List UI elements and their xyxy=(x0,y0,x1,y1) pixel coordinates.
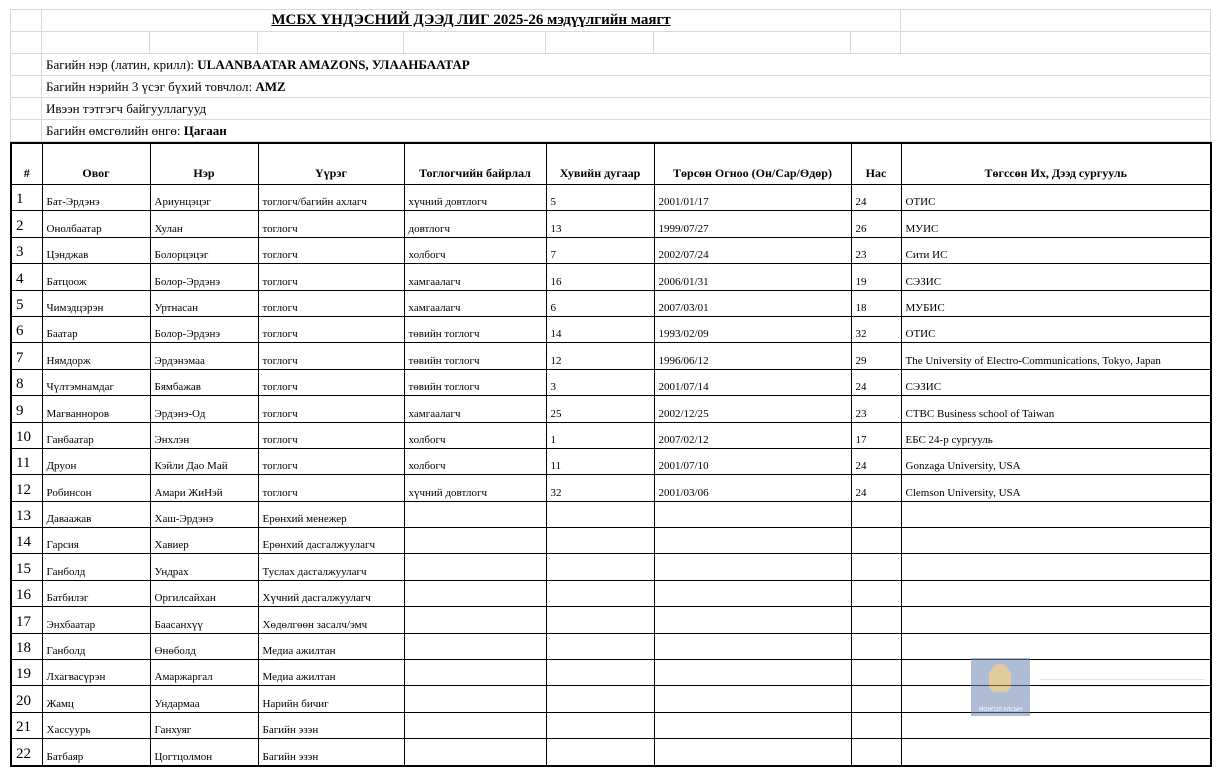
cell-surname[interactable]: Лхагвасүрэн xyxy=(42,660,150,686)
cell-position[interactable] xyxy=(404,528,546,554)
cell-number[interactable] xyxy=(546,686,654,712)
cell-role[interactable]: Туслах дасгалжуулагч xyxy=(258,554,404,580)
table-row xyxy=(11,554,1211,580)
cell-dob[interactable]: 2001/07/14 xyxy=(654,369,851,395)
cell-surname[interactable]: Цэнджав xyxy=(42,237,150,263)
team-name-value: ULAANBAATAR AMAZONS, УЛААНБААТАР xyxy=(197,56,470,72)
cell-school[interactable] xyxy=(901,712,1211,738)
cell-dob[interactable]: 2007/02/12 xyxy=(654,422,851,448)
cell-number[interactable]: 14 xyxy=(546,316,654,342)
cell-position[interactable] xyxy=(404,739,546,766)
cell-number[interactable] xyxy=(546,580,654,606)
emblem-caption: МОНГОЛ УЛСЫН xyxy=(979,707,1022,713)
cell-dob[interactable]: 2001/01/17 xyxy=(654,185,851,211)
cell-name[interactable]: Болорцэцэг xyxy=(150,237,258,263)
table-row xyxy=(11,422,1211,448)
cell-role[interactable]: тоглогч xyxy=(258,290,404,316)
header-cell[interactable]: # xyxy=(11,143,42,185)
cell-number[interactable]: 32 xyxy=(546,475,654,501)
cell-role[interactable]: Ерөнхий дасгалжуулагч xyxy=(258,528,404,554)
cell-surname[interactable]: Дрyон xyxy=(42,448,150,474)
cell-school[interactable] xyxy=(901,686,1211,712)
cell-no[interactable]: 7 xyxy=(11,343,42,369)
table-row xyxy=(11,290,1211,316)
cell-position[interactable]: холбогч xyxy=(404,448,546,474)
cell-surname[interactable]: Робинсон xyxy=(42,475,150,501)
cell-number[interactable]: 6 xyxy=(546,290,654,316)
cell-no[interactable]: 20 xyxy=(11,686,42,712)
cell[interactable] xyxy=(150,32,258,54)
cell-role[interactable]: Багийн эзэн xyxy=(258,712,404,738)
cell-role[interactable]: тоглогч xyxy=(258,422,404,448)
header-cell[interactable]: Төгссөн Их, Дээд сургууль xyxy=(901,143,1211,185)
cell-no[interactable]: 5 xyxy=(11,290,42,316)
cell-dob[interactable]: 1993/02/09 xyxy=(654,316,851,342)
cell-role[interactable]: тоглогч xyxy=(258,316,404,342)
cell-dob[interactable] xyxy=(654,580,851,606)
cell[interactable] xyxy=(42,32,150,54)
cell-position[interactable]: холбогч xyxy=(404,237,546,263)
cell[interactable] xyxy=(11,76,42,98)
cell-role[interactable]: тоглогч/багийн ахлагч xyxy=(258,185,404,211)
cell-number[interactable]: 12 xyxy=(546,343,654,369)
table-row xyxy=(11,211,1211,237)
cell-school[interactable]: ОТИС xyxy=(901,185,1211,211)
cell-role[interactable]: Медиа ажилтан xyxy=(258,660,404,686)
cell-dob[interactable]: 2006/01/31 xyxy=(654,264,851,290)
cell-number[interactable]: 11 xyxy=(546,448,654,474)
table-row xyxy=(11,501,1211,527)
cell-name[interactable]: Хаш-Эрдэнэ xyxy=(150,501,258,527)
cell-role[interactable]: тоглогч xyxy=(258,369,404,395)
cell-age[interactable]: 23 xyxy=(851,396,901,422)
cell[interactable] xyxy=(851,32,901,54)
cell-position[interactable]: төвийн тоглогч xyxy=(404,343,546,369)
cell-number[interactable]: 16 xyxy=(546,264,654,290)
cell-no[interactable]: 18 xyxy=(11,633,42,659)
cell-role[interactable]: тоглогч xyxy=(258,396,404,422)
abbr-label: Багийн нэрийн 3 үсэг бүхий товчлол: xyxy=(46,78,253,94)
cell-number[interactable]: 3 xyxy=(546,369,654,395)
cell-name[interactable]: Уртнасан xyxy=(150,290,258,316)
header-cell[interactable]: Нэр xyxy=(150,143,258,185)
cell-dob[interactable] xyxy=(654,528,851,554)
cell-number[interactable] xyxy=(546,607,654,633)
roster-table xyxy=(10,142,1212,767)
table-row xyxy=(11,739,1211,766)
cell-age[interactable] xyxy=(851,739,901,766)
cell-dob[interactable] xyxy=(654,554,851,580)
table-row xyxy=(11,185,1211,211)
cell-school[interactable]: СЭЗИС xyxy=(901,369,1211,395)
cell-name[interactable]: Баасанхүү xyxy=(150,607,258,633)
cell-no[interactable]: 22 xyxy=(11,739,42,766)
cell-school[interactable] xyxy=(901,580,1211,606)
cell-number[interactable] xyxy=(546,554,654,580)
cell-school[interactable] xyxy=(901,528,1211,554)
cell-dob[interactable] xyxy=(654,607,851,633)
cell-school[interactable]: Clemson University, USA xyxy=(901,475,1211,501)
cell-name[interactable]: Өнөболд xyxy=(150,633,258,659)
cell-name[interactable]: Болор-Эрдэнэ xyxy=(150,316,258,342)
cell-dob[interactable] xyxy=(654,633,851,659)
cell-name[interactable]: Болор-Эрдэнэ xyxy=(150,264,258,290)
cell-dob[interactable]: 1999/07/27 xyxy=(654,211,851,237)
cell-school[interactable] xyxy=(901,633,1211,659)
cell-position[interactable] xyxy=(404,712,546,738)
cell-role[interactable]: тоглогч xyxy=(258,211,404,237)
cell-dob[interactable]: 2007/03/01 xyxy=(654,290,851,316)
cell-name[interactable]: Оргилсайхан xyxy=(150,580,258,606)
cell-name[interactable]: Амари ЖиНэй xyxy=(150,475,258,501)
table-row xyxy=(11,528,1211,554)
cell[interactable] xyxy=(901,32,1211,54)
cell-school[interactable] xyxy=(901,554,1211,580)
cell-school[interactable] xyxy=(901,739,1211,766)
cell-name[interactable]: Ариунцэцэг xyxy=(150,185,258,211)
cell-age[interactable]: 17 xyxy=(851,422,901,448)
uniform-value: Цагаан xyxy=(183,122,227,138)
sponsors-label: Ивээн тэтгэгч байгууллагууд xyxy=(46,100,207,116)
cell-school[interactable]: The University of Electro-Communications, Tokyo, Japan xyxy=(901,343,1211,369)
cell-no[interactable]: 9 xyxy=(11,396,42,422)
cell-school[interactable]: CTBC Business school of Taiwan xyxy=(901,396,1211,422)
cell-age[interactable]: 24 xyxy=(851,369,901,395)
cell-age[interactable]: 32 xyxy=(851,316,901,342)
table-row xyxy=(11,237,1211,263)
cell-role[interactable]: Хөдөлгөөн засалч/эмч xyxy=(258,607,404,633)
header-cell[interactable]: Нас xyxy=(851,143,901,185)
cell-surname[interactable]: Ганбаатар xyxy=(42,422,150,448)
cell-name[interactable]: Хавиер xyxy=(150,528,258,554)
cell-surname[interactable]: Ганболд xyxy=(42,633,150,659)
cell[interactable] xyxy=(404,32,546,54)
cell-position[interactable] xyxy=(404,633,546,659)
cell-age[interactable]: 18 xyxy=(851,290,901,316)
spreadsheet xyxy=(10,9,1210,767)
cell[interactable] xyxy=(11,120,42,142)
cell-no[interactable]: 17 xyxy=(11,607,42,633)
cell-age[interactable] xyxy=(851,686,901,712)
uniform-label: Багийн өмсгөлийн өнгө: xyxy=(46,122,181,138)
cell-surname[interactable]: Хассуурь xyxy=(42,712,150,738)
table-row xyxy=(11,369,1211,395)
cell-no[interactable]: 21 xyxy=(11,712,42,738)
cell-role[interactable]: Багийн эзэн xyxy=(258,739,404,766)
team-name-cell[interactable] xyxy=(42,54,1211,76)
header-row xyxy=(11,143,1211,185)
cell-number[interactable] xyxy=(546,739,654,766)
cell-school[interactable] xyxy=(901,501,1211,527)
cell-dob[interactable]: 1996/06/12 xyxy=(654,343,851,369)
faded-watermark-text xyxy=(1040,679,1205,687)
cell-number[interactable]: 25 xyxy=(546,396,654,422)
cell-role[interactable]: Медиа ажилтан xyxy=(258,633,404,659)
cell[interactable] xyxy=(258,32,404,54)
cell-no[interactable]: 14 xyxy=(11,528,42,554)
cell-role[interactable]: тоглогч xyxy=(258,237,404,263)
form-header-table xyxy=(10,9,1211,142)
cell-position[interactable]: хамгаалагч xyxy=(404,290,546,316)
header-cell[interactable]: Төрсөн Огноо (Он/Сар/Өдөр) xyxy=(654,143,851,185)
cell-no[interactable]: 4 xyxy=(11,264,42,290)
cell[interactable] xyxy=(901,10,1211,32)
cell-number[interactable] xyxy=(546,528,654,554)
cell-number[interactable]: 1 xyxy=(546,422,654,448)
table-row xyxy=(11,448,1211,474)
table-row xyxy=(11,686,1211,712)
cell-name[interactable]: Кэйли Дао Май xyxy=(150,448,258,474)
cell-dob[interactable]: 2002/12/25 xyxy=(654,396,851,422)
cell-role[interactable]: Нарийн бичиг xyxy=(258,686,404,712)
cell-no[interactable]: 2 xyxy=(11,211,42,237)
cell-school[interactable]: СЭЗИС xyxy=(901,264,1211,290)
cell[interactable] xyxy=(654,32,851,54)
cell-number[interactable]: 7 xyxy=(546,237,654,263)
cell-age[interactable] xyxy=(851,580,901,606)
uniform-cell[interactable] xyxy=(42,120,1211,142)
cell-no[interactable]: 10 xyxy=(11,422,42,448)
cell-age[interactable]: 24 xyxy=(851,185,901,211)
cell-school[interactable]: Gonzaga University, USA xyxy=(901,448,1211,474)
cell-role[interactable]: тоглогч xyxy=(258,343,404,369)
cell-number[interactable] xyxy=(546,633,654,659)
cell-surname[interactable]: Нямдорж xyxy=(42,343,150,369)
table-row xyxy=(11,660,1211,686)
cell-surname[interactable]: Батбилэг xyxy=(42,580,150,606)
cell-name[interactable]: Хулан xyxy=(150,211,258,237)
cell-surname[interactable]: Ганболд xyxy=(42,554,150,580)
table-row xyxy=(11,264,1211,290)
cell-school[interactable] xyxy=(901,607,1211,633)
cell-position[interactable] xyxy=(404,554,546,580)
cell-position[interactable]: холбогч xyxy=(404,422,546,448)
cell-position[interactable] xyxy=(404,580,546,606)
cell-school[interactable]: ЕБС 24-р сургууль xyxy=(901,422,1211,448)
cell-position[interactable] xyxy=(404,660,546,686)
cell-surname[interactable]: Чимэдцэрэн xyxy=(42,290,150,316)
cell-surname[interactable]: Батбаяр xyxy=(42,739,150,766)
cell-number[interactable] xyxy=(546,660,654,686)
cell-no[interactable]: 6 xyxy=(11,316,42,342)
table-row xyxy=(11,633,1211,659)
abbr-cell[interactable] xyxy=(42,76,1211,98)
cell-age[interactable] xyxy=(851,528,901,554)
table-row xyxy=(11,580,1211,606)
cell-name[interactable]: Цогтцолмон xyxy=(150,739,258,766)
cell[interactable] xyxy=(11,98,42,120)
sponsors-cell[interactable] xyxy=(42,98,1211,120)
cell-name[interactable]: Бямбажав xyxy=(150,369,258,395)
cell-name[interactable]: Эрдэнэмаа xyxy=(150,343,258,369)
cell-dob[interactable] xyxy=(654,686,851,712)
cell-dob[interactable] xyxy=(654,712,851,738)
cell-school[interactable]: МУИС xyxy=(901,211,1211,237)
cell-school[interactable]: ОТИС xyxy=(901,316,1211,342)
cell-dob[interactable]: 2001/07/10 xyxy=(654,448,851,474)
cell-name[interactable]: Ундрах xyxy=(150,554,258,580)
cell-position[interactable]: төвийн тоглогч xyxy=(404,369,546,395)
cell-number[interactable] xyxy=(546,501,654,527)
cell-number[interactable]: 13 xyxy=(546,211,654,237)
cell-name[interactable]: Ундармаа xyxy=(150,686,258,712)
table-row xyxy=(11,607,1211,633)
cell-surname[interactable]: Энхбаатар xyxy=(42,607,150,633)
cell-surname[interactable]: Гарсия xyxy=(42,528,150,554)
cell-number[interactable]: 5 xyxy=(546,185,654,211)
cell-age[interactable] xyxy=(851,633,901,659)
cell-surname[interactable]: Жамц xyxy=(42,686,150,712)
table-row xyxy=(11,316,1211,342)
cell[interactable] xyxy=(11,54,42,76)
cell-school[interactable]: Сити ИС xyxy=(901,237,1211,263)
cell-age[interactable]: 24 xyxy=(851,448,901,474)
cell-position[interactable]: хамгаалагч xyxy=(404,264,546,290)
cell-role[interactable]: тоглогч xyxy=(258,475,404,501)
cell-no[interactable]: 16 xyxy=(11,580,42,606)
cell-no[interactable]: 11 xyxy=(11,448,42,474)
cell-age[interactable]: 26 xyxy=(851,211,901,237)
cell-position[interactable]: төвийн тоглогч xyxy=(404,316,546,342)
cell-age[interactable] xyxy=(851,607,901,633)
cell-dob[interactable]: 2002/07/24 xyxy=(654,237,851,263)
table-row xyxy=(11,396,1211,422)
cell-role[interactable]: Хүчний дасгалжуулагч xyxy=(258,580,404,606)
cell-position[interactable]: хүчний довтлогч xyxy=(404,475,546,501)
cell-name[interactable]: Эрдэнэ-Од xyxy=(150,396,258,422)
header-cell[interactable]: Хувийн дугаар xyxy=(546,143,654,185)
cell-no[interactable]: 15 xyxy=(11,554,42,580)
cell-age[interactable]: 19 xyxy=(851,264,901,290)
cell-surname[interactable]: Бат-Эрдэнэ xyxy=(42,185,150,211)
cell-surname[interactable]: Онолбаатар xyxy=(42,211,150,237)
cell-age[interactable] xyxy=(851,712,901,738)
cell-no[interactable]: 12 xyxy=(11,475,42,501)
government-emblem-logo xyxy=(971,658,1030,716)
cell-role[interactable]: тоглогч xyxy=(258,264,404,290)
team-name-label: Багийн нэр (латин, крилл): xyxy=(46,56,195,72)
cell-number[interactable] xyxy=(546,712,654,738)
cell-name[interactable]: Энхлэн xyxy=(150,422,258,448)
cell-surname[interactable]: Баатар xyxy=(42,316,150,342)
cell-surname[interactable]: Батцоож xyxy=(42,264,150,290)
cell-role[interactable]: тоглогч xyxy=(258,448,404,474)
cell-dob[interactable]: 2001/03/06 xyxy=(654,475,851,501)
cell-position[interactable] xyxy=(404,686,546,712)
table-row xyxy=(11,343,1211,369)
cell-age[interactable]: 29 xyxy=(851,343,901,369)
cell[interactable] xyxy=(11,10,42,32)
cell-no[interactable]: 13 xyxy=(11,501,42,527)
cell-no[interactable]: 19 xyxy=(11,660,42,686)
cell-age[interactable]: 24 xyxy=(851,475,901,501)
cell-surname[interactable]: Магванноров xyxy=(42,396,150,422)
header-cell[interactable]: Овог xyxy=(42,143,150,185)
cell-position[interactable]: хүчний довтлогч xyxy=(404,185,546,211)
header-cell[interactable]: Тоглогчийн байрлал xyxy=(404,143,546,185)
cell-position[interactable]: довтлогч xyxy=(404,211,546,237)
cell-dob[interactable] xyxy=(654,739,851,766)
cell-position[interactable] xyxy=(404,607,546,633)
cell-dob[interactable] xyxy=(654,660,851,686)
cell-school[interactable]: МУБИС xyxy=(901,290,1211,316)
cell[interactable] xyxy=(11,32,42,54)
cell-age[interactable]: 23 xyxy=(851,237,901,263)
form-title[interactable]: МСБХ ҮНДЭСНИЙ ДЭЭД ЛИГ 2025-26 мэдүүлгийн маягт xyxy=(42,10,901,32)
cell-no[interactable]: 1 xyxy=(11,185,42,211)
cell-no[interactable]: 3 xyxy=(11,237,42,263)
cell-age[interactable] xyxy=(851,660,901,686)
cell-surname[interactable]: Даваажав xyxy=(42,501,150,527)
soyombo-icon xyxy=(989,664,1011,692)
cell-age[interactable] xyxy=(851,501,901,527)
cell-surname[interactable]: Чүлтэмнамдаг xyxy=(42,369,150,395)
cell-dob[interactable] xyxy=(654,501,851,527)
cell-name[interactable]: Ганхуяг xyxy=(150,712,258,738)
table-row xyxy=(11,712,1211,738)
header-cell[interactable]: Үүрэг xyxy=(258,143,404,185)
cell-no[interactable]: 8 xyxy=(11,369,42,395)
cell-age[interactable] xyxy=(851,554,901,580)
cell-role[interactable]: Ерөнхий менежер xyxy=(258,501,404,527)
cell-name[interactable]: Амаржаргал xyxy=(150,660,258,686)
abbr-value: AMZ xyxy=(255,78,286,94)
cell[interactable] xyxy=(546,32,654,54)
table-row xyxy=(11,475,1211,501)
cell-position[interactable] xyxy=(404,501,546,527)
cell-position[interactable]: хамгаалагч xyxy=(404,396,546,422)
